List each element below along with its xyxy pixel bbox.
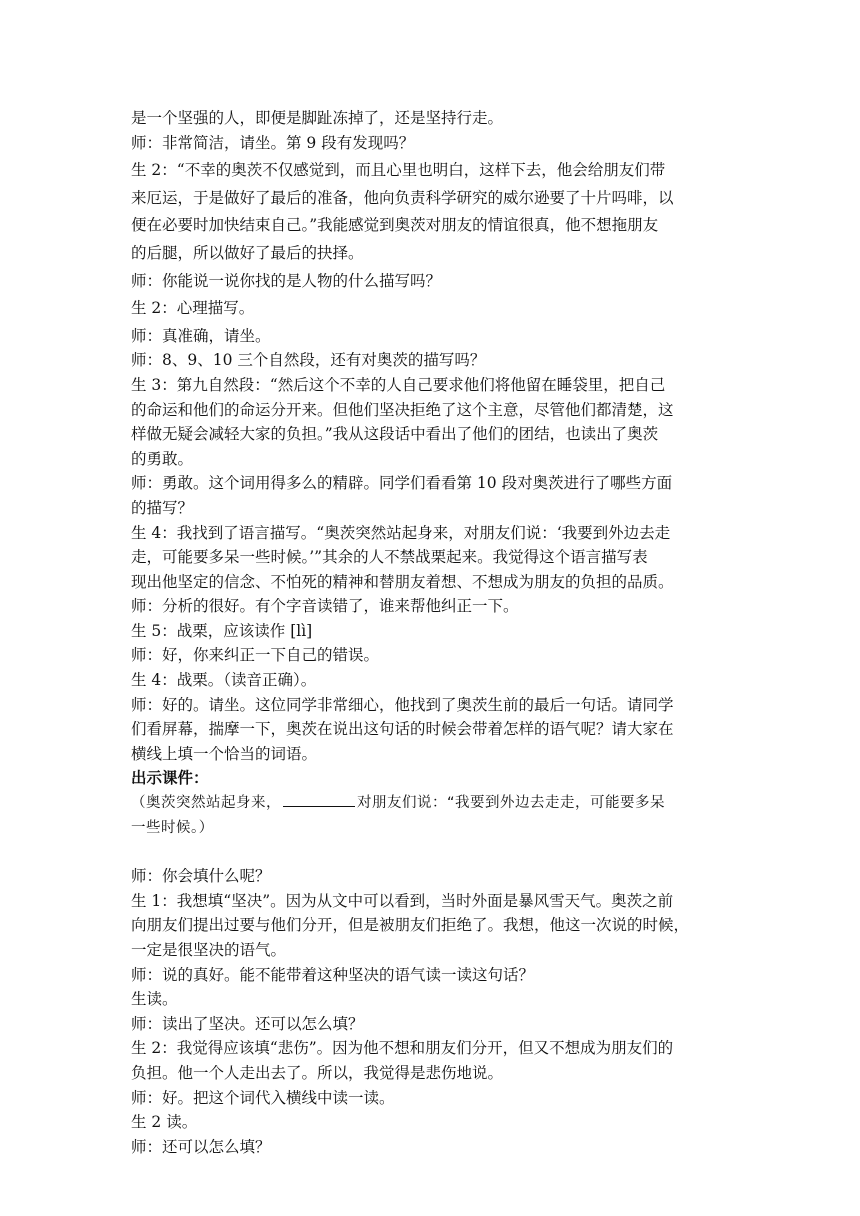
courseware-sentence [131, 791, 731, 816]
text-line: 生 3：第九自然段：“然后这个不幸的人自己要求他们将他留在睡袋里，把自己 [131, 375, 666, 394]
text-line: 师：好。把这个词代入横线中读一读。 [131, 1088, 395, 1107]
text-line: 师：真准确，请坐。 [131, 326, 271, 345]
text-line: 师：非常简洁，请坐。第 9 段有发现吗？ [131, 133, 415, 152]
text-line: 生读。 [131, 990, 178, 1009]
text-line: 生 4：我找到了语言描写。“奥茨突然站起身来，对朋友们说：‘我要到外边去走 [131, 523, 671, 542]
text-line: 向朋友们提出过要与他们分开，但是被朋友们拒绝了。我想，他这一次说的时候， [131, 916, 690, 935]
courseware-heading: 出示课件： [131, 768, 209, 788]
text-line: 横线上填一个恰当的词语。 [131, 744, 318, 763]
blank-spacer [131, 840, 731, 864]
text-line: 负担。他一个人走出去了。所以，我觉得是悲伤地说。 [131, 1063, 504, 1082]
text-line: 们看屏幕，揣摩一下，奥茨在说出这句话的时候会带着怎样的语气呢？请大家在 [131, 720, 674, 739]
text-line: 师：好的。请坐。这位同学非常细心，他找到了奥茨生前的最后一句话。请同学 [131, 695, 674, 714]
text-line: 师：读出了坚决。还可以怎么填？ [131, 1014, 364, 1033]
text-line: 生 1：我想填“坚决”。因为从文中可以看到，当时外面是暴风雪天气。奥茨之前 [131, 891, 674, 910]
text-line: 生 2 读。 [131, 1113, 198, 1132]
text-line: 师：8、9、10 三个自然段，还有对奥茨的描写吗？ [131, 351, 486, 370]
fill-in-blank [283, 792, 355, 807]
text-line: 走，可能要多呆一些时候。’”其余的人不禁战栗起来。我觉得这个语言描写表 [131, 548, 648, 567]
text-line: 的后腿，所以做好了最后的抉择。 [131, 243, 364, 262]
document-body [131, 106, 731, 1159]
text-line: 便在必要时加快结束自己。”我能感觉到奥茨对朋友的情谊很真，他不想拖朋友 [131, 216, 659, 235]
text-line: 生 5：战栗，应该读作 [lì] [131, 621, 313, 640]
text-line: 生 2：“不幸的奥茨不仅感觉到，而且心里也明白，这样下去，他会给朋友们带 [131, 161, 666, 180]
courseware-sentence-continued: 一些时候。） [131, 819, 214, 836]
text-line: 样做无疑会减轻大家的负担。”我从这段话中看出了他们的团结，也读出了奥茨 [131, 425, 659, 444]
courseware-sentence-end: 对朋友们说：“我要到外边去走走，可能要多呆 [357, 795, 666, 812]
text-line: 是一个坚强的人，即便是脚趾冻掉了，还是坚持行走。 [131, 109, 504, 127]
text-line: 的命运和他们的命运分开来。但他们坚决拒绝了这个主意，尽管他们都清楚，这 [131, 400, 674, 419]
text-line: 的勇敢。 [131, 449, 194, 468]
text-line: 生 4：战栗。（读音正确）。 [131, 671, 317, 690]
text-line: 的描写？ [131, 498, 194, 517]
text-line: 师：好，你来纠正一下自己的错误。 [131, 646, 380, 665]
text-line: 师：你能说一说你找的是人物的什么描写吗？ [131, 271, 442, 290]
text-line: 师：勇敢。这个词用得多么的精辟。同学们看看第 10 段对奥茨进行了哪些方面 [131, 474, 673, 493]
text-line: 一定是很坚决的语气。 [131, 941, 287, 959]
text-line: 师：说的真好。能不能带着这种坚决的语气读一读这句话？ [131, 965, 535, 984]
text-line: 师：你会填什么呢？ [131, 867, 271, 886]
text-line: 现出他坚定的信念、不怕死的精神和替朋友着想、不想成为朋友的负担的品质。 [131, 572, 674, 591]
text-line: 师：还可以怎么填？ [131, 1137, 271, 1156]
courseware-sentence-start: （奥茨突然站起身来， [131, 795, 281, 812]
text-line: 师：分析的很好。有个字音读错了，谁来帮他纠正一下。 [131, 597, 519, 616]
text-line: 来厄运，于是做好了最后的准备，他向负责科学研究的威尔逊要了十片吗啡，以 [131, 188, 674, 207]
text-line: 生 2：心理描写。 [131, 299, 255, 318]
text-line: 生 2：我觉得应该填“悲伤”。因为他不想和朋友们分开，但又不想成为朋友们的 [131, 1039, 674, 1058]
